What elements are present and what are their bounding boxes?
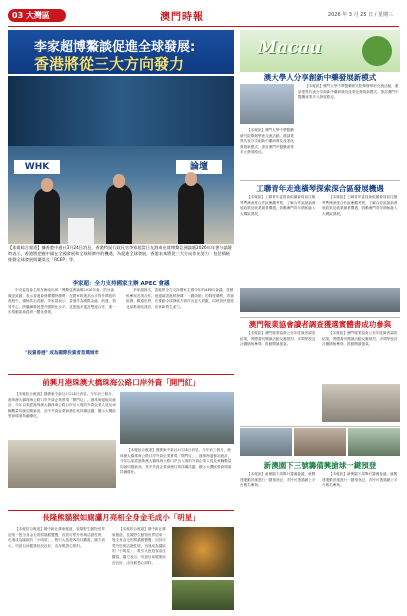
school-body: 【本報訊】澳門報業協會公布年度讀者調查結果，實體書刊閱讀活動反應熱烈，多間學校及社團積極參與，推動閱讀風氣。	[240, 331, 316, 347]
sports-photo-3	[348, 428, 400, 456]
tree-silhouette	[362, 36, 392, 66]
port-photo	[120, 392, 234, 444]
port-body: 【本報綜合報道】據廣東中新社3月24日消息，今年前三個月，港珠澳大橋珠海公路口岸外資企業實現「開門紅」。據珠海邊檢站統計，今年以來經港珠澳大橋珠海公路口岸出入境的外資企業人員及車輛數量均創同期新高，其中外資企業商務往來持續活躍，顯示大灣區營商環境持續優化。	[8, 392, 116, 419]
school-photo	[322, 384, 400, 422]
speaker-head	[41, 178, 53, 192]
stage-backdrop	[8, 76, 234, 146]
youth-headline: 工聯青年走進橫琴探索深合區發展機遇	[256, 184, 384, 193]
macau-logo-text: Macau	[258, 38, 322, 58]
port-body-2: 【本報綜合報道】據廣東中新社3月24日消息，今年前三個月，港珠澳大橋珠海公路口岸外資企業實現「開門紅」。據珠海邊檢站統計，今年以來經港珠澳大橋珠海公路口岸出入境的外資企業人員及車輛數量均創同期新高，其中外資企業商務往來持續活躍，顯示大灣區營商環境持續優化。	[120, 448, 232, 475]
right-divider	[240, 317, 400, 318]
sports-body-2: 【本報訊】新澳園下周舉行籌備會議，就興建運動設施進行一鍵預登記，市民可透過網上平台報名參與。	[322, 472, 398, 488]
section-divider	[8, 374, 234, 375]
lead-subhead: 李家超：全力支持國家主辦 APEC 會議	[72, 281, 170, 287]
speaker-figure	[178, 182, 204, 244]
youth-body: 【本報訊】工聯青年委員會組織會員前往橫琴粵澳深度合作區參觀考察，了解合作區最新發展政策及就業創業機遇，鼓勵澳門青年積極融入大灣區發展。	[240, 195, 316, 216]
issue-date: 2026 年 3 月 25 日 / 星期三	[327, 12, 393, 18]
school-headline: 澳門報業協會讀者調查獲選實體書成功參與	[248, 320, 392, 329]
monkey-headline: 長隆熊貓猴如廁瀟月亮相全身金毛成小「明星」	[42, 513, 200, 522]
sports-photo-1	[240, 428, 292, 456]
monkey-photo-2	[172, 580, 234, 610]
monkey-body: 【本報綜合報道】據中新社廣東報道，長隆野生動物世界迎來一隻全身金毛的熊貓猴寶寶，因其可愛外形與活潑性格，迅速成為園區的「小明星」，吸引大批遊客前往觀賞。園方表示，幼崽目前健康狀況良好，由母猴悉心照料。	[8, 527, 106, 548]
lead-photo	[8, 76, 234, 244]
podium	[68, 218, 94, 244]
cargo-photo	[8, 440, 116, 488]
masthead: 澳門時報	[160, 12, 204, 23]
macau-headline: 澳大學人分享創新中藥發展新模式	[263, 73, 377, 82]
speaker-head	[113, 174, 125, 188]
sports-headline: 新澳園下三號籌備興搶球一鍵預登	[263, 461, 377, 470]
screen-sign-left: WHK	[14, 160, 60, 174]
speaker-head	[185, 172, 197, 186]
header-rule	[8, 26, 399, 27]
section-badge: 03 大灣區	[8, 9, 66, 22]
lead-subhead-2: "投資香港" 成為國際投資者首選城市	[25, 351, 99, 356]
sports-body: 【本報訊】新澳園下周舉行籌備會議，就興建運動設施進行一鍵預登記，市民可透過網上平台報名參與。	[240, 472, 316, 488]
port-headline: 前興月港珠澳大橋珠海公路口岸外資「開門紅」	[42, 378, 200, 387]
lead-headline-banner	[8, 30, 234, 74]
section-divider	[8, 510, 234, 511]
lead-title-line2: 香港將從三大方向發力	[34, 55, 185, 73]
sports-photo-2	[294, 428, 346, 456]
page-header	[0, 0, 407, 30]
macau-body-2: 【本報訊】澳門大學中華醫藥研究院舉辦學術交流活動，邀請業界代表分享創新中藥研發及產業化發展新模式，探討澳門中醫藥產業多元發展路徑。	[240, 128, 294, 155]
youth-body-2: 【本報訊】工聯青年委員會組織會員前往橫琴粵澳深度合作區參觀考察，了解合作區最新發展政策及就業創業機遇，鼓勵澳門青年積極融入大灣區發展。	[322, 195, 398, 216]
lead-photo-caption: 【本報綜合報道】據香港中通社3月24日消息，香港特區行政長官李家超當日在海南出席博鰲亞洲論壇2026年年會分論壇時表示，香港將把握中國在全國發展和全球經濟中的機遇，為促進全球發展，香港未來將從三大方向作出努力：包括積極推動全球發展與繁榮及「RCEP」等。	[8, 245, 232, 262]
lead-body-col2: 李家超指出，香港將全力支持國家主辦今年的APEC會議，並積極參與各項合作。他強調香港將發揮「一國兩制」的制度優勢，背靠祖國、聯通世界，在推動全球發展方面作出更大貢獻，同時加快推進北部都會區建設，培育新質生產力。	[126, 288, 234, 309]
lead-title-line1: 李家超博鰲談促進全球發展:	[34, 40, 196, 55]
right-divider	[240, 180, 400, 181]
school-body-2: 【本報訊】澳門報業協會公布年度讀者調查結果，實體書刊閱讀活動反應熱烈，多間學校及社團積極參與，推動閱讀風氣。	[322, 331, 398, 347]
screen-sign-right: 論壇	[176, 160, 222, 174]
speaker-figure	[34, 188, 60, 244]
macau-body: 【本報訊】澳門大學中華醫藥研究院舉辦學術交流活動，邀請業界代表分享創新中藥研發及產業化發展新模式，探討澳門中醫藥產業多元發展路徑。	[298, 84, 399, 100]
monkey-photo	[172, 527, 234, 577]
monkey-body-2: 【本報綜合報道】據中新社廣東報道，長隆野生動物世界迎來一隻全身金毛的熊貓猴寶寶，因其可愛外形與活潑性格，迅速成為園區的「小明星」，吸引大批遊客前往觀賞。園方表示，幼崽目前健康狀況良好，由母猴悉心照料。	[112, 527, 166, 565]
macau-banner	[240, 30, 400, 72]
lab-photo	[240, 84, 294, 124]
right-divider	[240, 426, 400, 427]
group-photo	[240, 288, 400, 312]
lead-body-col1: 中央委員會主席在海南出席「博鰲亞洲論壇2026年會」的分論壇並致辭，表示香港會發揮獨特優勢，在國家推進高水平對外開放的進程中，積極作出貢獻。李家超表示，香港作為國際金融、航運、貿易中心，將繼續鞏固提升國際化水平，並透過多邊及雙邊合作，進一步推動區域經濟一體化發展。	[8, 288, 116, 315]
speaker-figure	[106, 184, 132, 244]
